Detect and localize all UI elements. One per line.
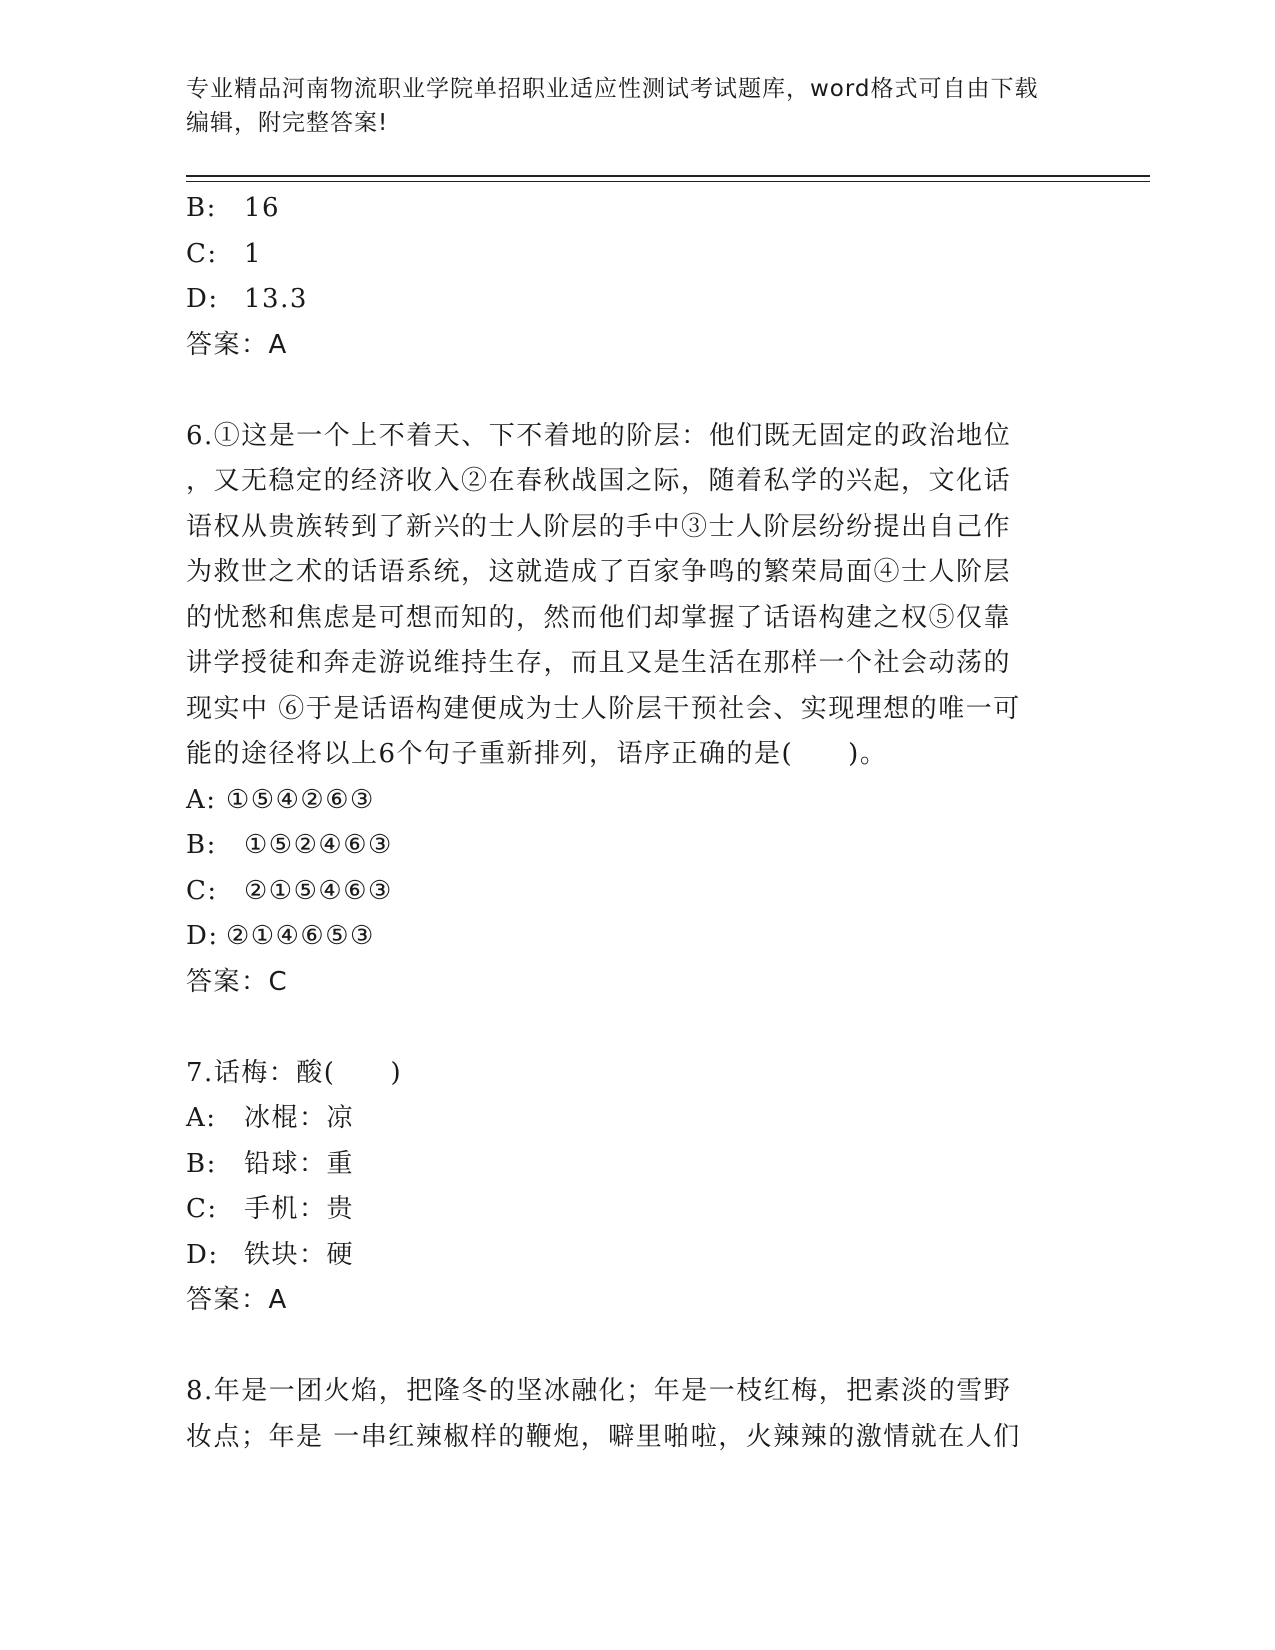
spacer (186, 1324, 1086, 1370)
question-7-options (186, 1096, 1086, 1278)
question-7-stem: 7.话梅：酸( ) (186, 1057, 403, 1088)
question-6-options (186, 778, 1086, 960)
question-5-options (186, 186, 1086, 323)
question-6-line: 能的途径将以上6个句子重新排列，语序正确的是( )。 (186, 739, 888, 769)
question-6-line: 讲学授徒和奔走游说维持生存，而且又是生活在那样一个社会动荡的 (186, 648, 1012, 678)
spacer (186, 368, 1086, 414)
option-b: B: ①⑤②④⑥③ (186, 830, 393, 860)
option-a: A: 冰棍：凉 (186, 1103, 355, 1133)
header-divider-thin (186, 181, 1150, 182)
header-line-1: 专业精品河南物流职业学院单招职业适应性测试考试题库，word格式可自由下载 (186, 76, 1039, 102)
question-6-line: 语权从贵族转到了新兴的士人阶层的手中③士人阶层纷纷提出自己作 (186, 511, 1012, 542)
question-8-line: 妆点；年是 一串红辣椒样的鞭炮，噼里啪啦，火辣辣的激情就在人们 (186, 1421, 1021, 1452)
question-content (186, 186, 1086, 1460)
question-7-answer: 答案：A (186, 1285, 288, 1315)
page-header (186, 72, 1086, 140)
question-6-line: 现实中 ⑥于是话语构建便成为士人阶层干预社会、实现理想的唯一可 (186, 693, 1021, 724)
question-6-stem (186, 414, 1086, 778)
question-6-line: 为救世之术的话语系统，这就造成了百家争鸣的繁荣局面④士人阶层 (186, 557, 1012, 587)
spacer (186, 1005, 1086, 1051)
option-d: D: 13.3 (186, 284, 308, 314)
option-b: B: 铅球：重 (186, 1148, 355, 1179)
option-a: A: ①⑤④②⑥③ (186, 784, 375, 815)
question-6-line: ，又无稳定的经济收入②在春秋战国之际，随着私学的兴起，文化话 (186, 466, 1012, 496)
option-c: C: ②①⑤④⑥③ (186, 875, 393, 906)
option-c: C: 手机：贵 (186, 1194, 355, 1224)
question-6-line: 的忧愁和焦虑是可想而知的，然而他们却掌握了话语构建之权⑤仅靠 (186, 602, 1012, 633)
question-8-stem (186, 1369, 1086, 1460)
question-5-answer: 答案：A (186, 329, 288, 360)
question-6-answer: 答案：C (186, 966, 289, 997)
question-6-line: 6.①这是一个上不着天、下不着地的阶层：他们既无固定的政治地位 (186, 420, 1012, 451)
header-divider-thick (186, 175, 1150, 177)
option-c: C: 1 (186, 238, 263, 269)
option-d: D: ②①④⑥⑤③ (186, 921, 375, 951)
question-8-line: 8.年是一团火焰，把隆冬的坚冰融化；年是一枝红梅，把素淡的雪野 (186, 1376, 1012, 1406)
option-d: D: 铁块：硬 (186, 1239, 355, 1270)
option-b: B: 16 (186, 193, 281, 223)
header-line-2: 编辑，附完整答案! (186, 110, 389, 136)
